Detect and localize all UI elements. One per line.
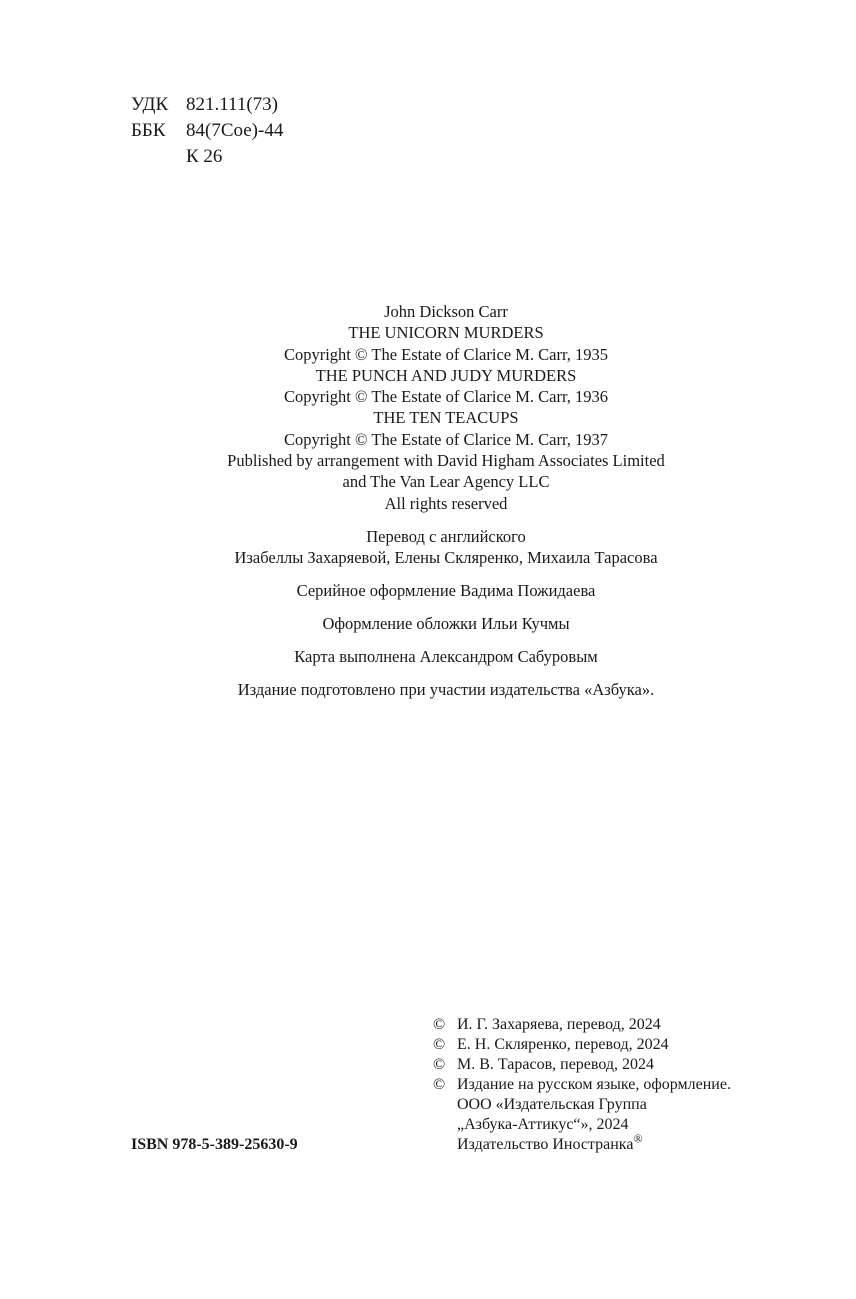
copyright-notices — [433, 1015, 731, 1155]
arrangement-line-1: Published by arrangement with David Higham Associates Limited — [227, 451, 665, 471]
imprint-line — [433, 1131, 731, 1155]
copyright-notice — [433, 1055, 731, 1075]
original-title-2: THE PUNCH AND JUDY MURDERS — [315, 365, 577, 385]
copyright-symbol: © — [433, 1076, 446, 1093]
udk-value: 821.111(73) — [186, 94, 278, 115]
series-design-credit: Серийное оформление Вадима Пожидаева — [296, 581, 596, 600]
copyright-symbol: © — [433, 1036, 446, 1053]
arrangement-line-2: and The Van Lear Agency LLC — [342, 472, 550, 492]
edition-note: Издание подготовлено при участии издательства «Азбука». — [237, 680, 655, 699]
imprint-name: Издательство Иностранка — [457, 1136, 634, 1153]
copyright-line-1: Copyright © The Estate of Clarice M. Carr, 1935 — [283, 344, 609, 364]
copyright-line-2: Copyright © The Estate of Clarice M. Carr, 1936 — [283, 387, 609, 407]
classification-block — [131, 92, 283, 170]
copyright-text: М. В. Тарасов, перевод, 2024 — [457, 1056, 655, 1073]
publisher-line: ООО «Издательская Группа — [457, 1096, 647, 1113]
copyright-symbol: © — [433, 1016, 446, 1033]
copyright-text: Е. Н. Скляренко, перевод, 2024 — [457, 1036, 669, 1053]
bbk-row — [131, 118, 283, 144]
copyright-symbol: © — [433, 1056, 446, 1073]
copyright-text: И. Г. Захаряева, перевод, 2024 — [457, 1016, 661, 1033]
rights-reserved: All rights reserved — [384, 493, 508, 513]
translation-line-1: Перевод с английского — [366, 527, 526, 546]
udk-row — [131, 92, 283, 118]
registered-trademark-icon: ® — [633, 1131, 643, 1146]
copyright-text: Издание на русском языке, оформление. — [457, 1076, 731, 1093]
copyright-notice — [433, 1015, 731, 1035]
copyright-line-3: Copyright © The Estate of Clarice M. Carr, 1937 — [283, 429, 609, 449]
cover-design-credit: Оформление обложки Ильи Кучмы — [322, 614, 570, 633]
author-sign: К 26 — [186, 146, 223, 167]
isbn: ISBN 978-5-389-25630-9 — [131, 1136, 298, 1153]
original-author: John Dickson Carr — [384, 302, 508, 321]
bbk-label: ББК — [131, 120, 166, 141]
publisher-line: „Азбука-Аттикус“», 2024 — [457, 1116, 629, 1133]
bbk-value: 84(7Сое)-44 — [186, 120, 284, 141]
copyright-notice — [433, 1075, 731, 1095]
credits-block — [0, 526, 856, 700]
udk-label: УДК — [131, 94, 169, 115]
translation-line-2: Изабеллы Захаряевой, Елены Скляренко, Михаила Тарасова — [234, 548, 658, 567]
rights-block — [0, 301, 856, 514]
translation-credit — [0, 526, 856, 568]
original-title-1: THE UNICORN MURDERS — [348, 323, 544, 343]
copyright-notice — [433, 1035, 731, 1055]
author-sign-row — [131, 144, 283, 170]
original-title-3: THE TEN TEACUPS — [373, 408, 519, 428]
map-credit: Карта выполнена Александром Сабуровым — [294, 647, 598, 666]
